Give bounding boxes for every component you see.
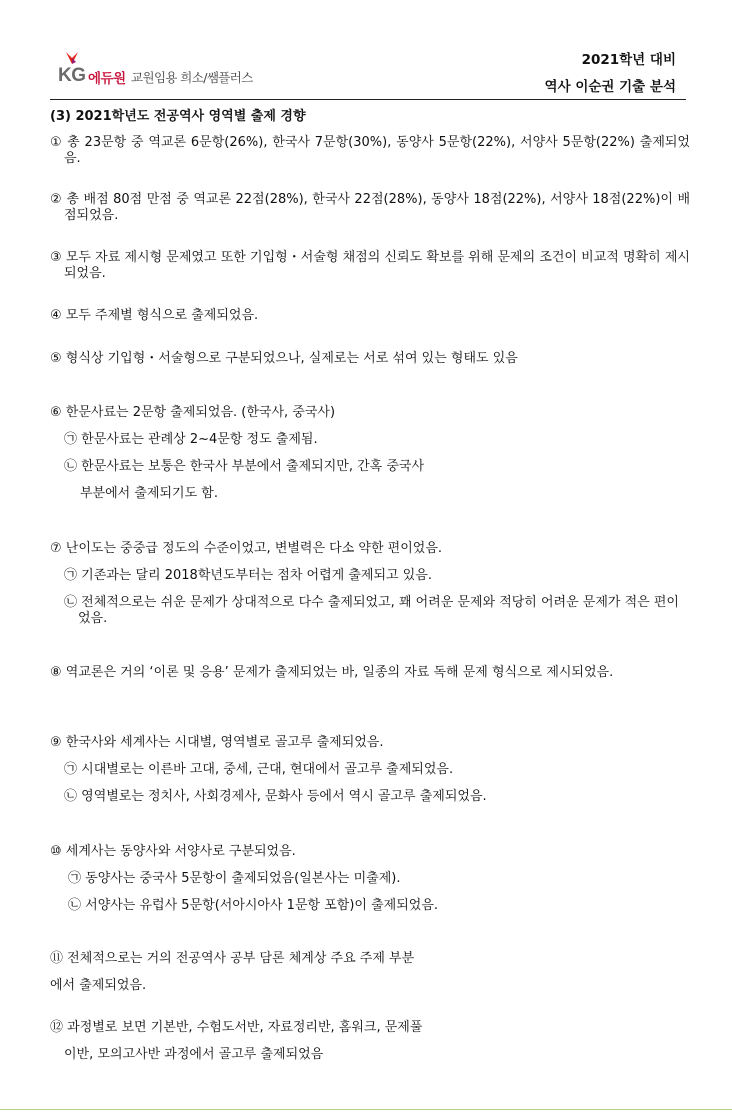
sub-item: ㉠ 한문사료는 관례상 2~4문항 정도 출제됨. — [64, 432, 318, 447]
list-item-text: ④ 모두 주제별 형식으로 출제되었음. — [50, 308, 259, 323]
header-divider — [50, 99, 686, 100]
sub-item: ㉡ 영역별로는 정치사, 사회경제사, 문화사 등에서 역시 골고루 출제되었음. — [64, 789, 487, 804]
logo-subtitle: 교원임용 희소/쌤플러스 — [131, 70, 253, 85]
list-item — [50, 405, 690, 502]
footer-divider — [0, 1109, 732, 1110]
list-item-text: ① 총 23문항 중 역교론 6문항(26%), 한국사 7문항(30%), 동양사 5문항(22%), 서양사 5문항(22%) 출제되었음. — [50, 135, 690, 166]
list-item-text: ③ 모두 자료 제시형 문제였고 또한 기입형・서술형 채점의 신뢰도 확보를 위해 문제의 조건이 비교적 명확히 제시되었음. — [50, 250, 690, 281]
list-item — [50, 665, 690, 681]
doc-label-subject: 역사 이순권 기출 분석 — [544, 79, 676, 95]
list-item — [50, 951, 690, 994]
sub-item: ㉡ 서양사는 유럽사 5문항(서아시아사 1문항 포함)이 출제되었음. — [68, 898, 439, 913]
list-item-text: ⑪ 전체적으로는 거의 전공역사 공부 담론 체계상 주요 주제 부분 — [50, 951, 415, 966]
list-item — [50, 351, 690, 367]
logo-brand-text: 에듀원 — [88, 71, 126, 87]
list-item — [50, 735, 690, 805]
page-header — [0, 0, 732, 100]
list-item — [50, 844, 690, 914]
sub-item-continuation: 부분에서 출제되기도 함. — [80, 486, 218, 501]
list-item-text: ② 총 배점 80점 만점 중 역교론 22점(28%), 한국사 22점(28%), 동양사 18점(22%), 서양사 18점(22%)이 배점되었음. — [50, 192, 690, 223]
sub-item: ㉡ 한문사료는 보통은 한국사 부분에서 출제되지만, 간혹 중국사 — [64, 459, 425, 474]
sub-item: ㉠ 기존과는 달리 2018학년도부터는 점차 어렵게 출제되고 있음. — [64, 568, 432, 583]
list-item-text: ⑩ 세계사는 동양사와 서양사로 구분되었음. — [50, 844, 296, 859]
logo-kg-text: KG — [58, 65, 86, 86]
list-item-text: ⑨ 한국사와 세계사는 시대별, 영역별로 골고루 출제되었음. — [50, 735, 384, 750]
list-item — [50, 250, 690, 282]
list-item — [50, 541, 690, 627]
list-item — [50, 308, 690, 324]
list-item-text: ⑫ 과정별로 보면 기본반, 수험도서반, 자료정리반, 홈워크, 문제풀 — [50, 1020, 423, 1035]
list-item — [50, 192, 690, 224]
list-item — [50, 135, 690, 167]
doc-label-year: 2021학년 대비 — [581, 52, 676, 68]
sub-item: ㉠ 동양사는 중국사 5문항이 출제되었음(일본사는 미출제). — [68, 871, 401, 886]
section-title: (3) 2021학년도 전공역사 영역별 출제 경향 — [50, 109, 306, 124]
sub-item: ㉠ 시대별로는 이른바 고대, 중세, 근대, 현대에서 골고루 출제되었음. — [64, 762, 454, 777]
list-item-text: ⑤ 형식상 기입형・서술형으로 구분되었으나, 실제로는 서로 섞여 있는 형태도 있음 — [50, 351, 518, 366]
list-item-text: ⑧ 역교론은 거의 ‘이론 및 응용’ 문제가 출제되었는 바, 일종의 자료 독해 문제 형식으로 제시되었음. — [50, 665, 614, 680]
list-item — [50, 1020, 690, 1063]
sub-item: ㉡ 전체적으로는 쉬운 문제가 상대적으로 다수 출제되었고, 꽤 어려운 문제와 적당히 어려운 문제가 적은 편이었음. — [64, 595, 679, 626]
list-item-continuation: 이반, 모의고사반 과정에서 골고루 출제되었음 — [64, 1047, 324, 1062]
document-body — [50, 108, 690, 1062]
list-item-text: ⑥ 한문사료는 2문항 출제되었음. (한국사, 중국사) — [50, 405, 336, 420]
list-item-text: ⑦ 난이도는 중중급 정도의 수준이었고, 변별력은 다소 약한 편이었음. — [50, 541, 443, 556]
list-item-continuation: 에서 출제되었음. — [50, 978, 147, 993]
